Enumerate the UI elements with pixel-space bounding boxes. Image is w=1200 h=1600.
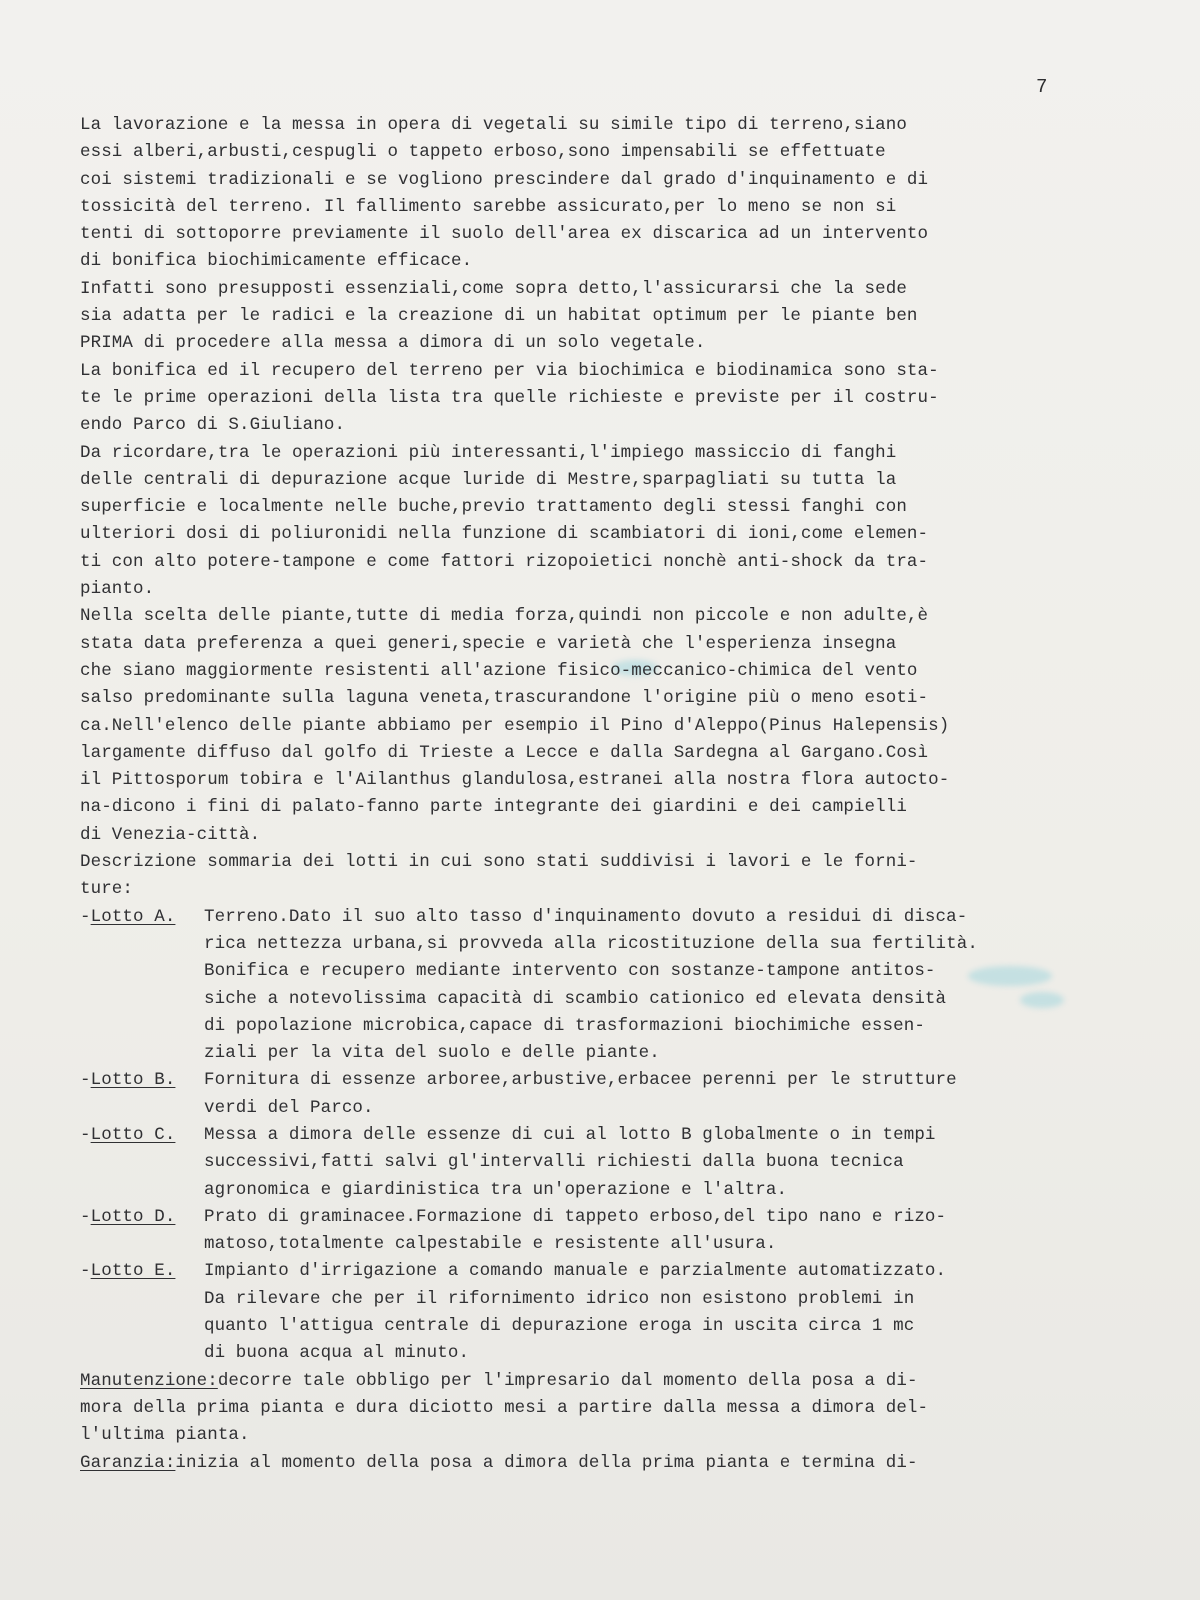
lot-text: Terreno.Dato il suo alto tasso d'inquinamento dovuto a residui di disca-: [204, 906, 968, 927]
lot-line: [80, 1149, 1170, 1176]
closing-section: [80, 1450, 1170, 1477]
lot-line: [80, 1204, 1170, 1231]
paragraph: [80, 358, 1170, 440]
text-line: Descrizione sommaria dei lotti in cui sono stati suddivisi i lavori e le forni-: [80, 852, 918, 873]
lot-line: [80, 1177, 1170, 1204]
text-line: ture:: [80, 879, 134, 900]
text-line: delle centrali di depurazione acque luride di Mestre,sparpagliati su tutta la: [80, 469, 897, 490]
lot-label: -Lotto D.: [80, 1206, 176, 1227]
lot-label-text: Lotto C.: [90, 1124, 176, 1145]
lot-line: [80, 986, 1170, 1013]
text-line: superficie e localmente nelle buche,previo trattamento degli stessi fanghi con: [80, 497, 907, 518]
lot-line: [80, 1122, 1170, 1149]
lot-item: [80, 1204, 1170, 1259]
lot-text: ziali per la vita del suolo e delle piante.: [204, 1043, 660, 1064]
text-line: Infatti sono presupposti essenziali,come sopra detto,l'assicurarsi che la sede: [80, 278, 907, 299]
section-text: mora della prima pianta e dura diciotto mesi a partire dalla messa a dimora del-: [80, 1397, 929, 1418]
lot-line: [80, 1095, 1170, 1122]
lot-item: [80, 1067, 1170, 1122]
paragraph: [80, 603, 1170, 849]
lot-label: -Lotto B.: [80, 1070, 176, 1091]
lot-line: [80, 1067, 1170, 1094]
section-label: Garanzia:: [80, 1452, 176, 1473]
lot-text: rica nettezza urbana,si provveda alla ricostituzione della sua fertilità.: [204, 933, 978, 954]
text-line: ca.Nell'elenco delle piante abbiamo per esempio il Pino d'Aleppo(Pinus Halepensis): [80, 715, 950, 736]
lot-line: [80, 1286, 1170, 1313]
text-line: salso predominante sulla laguna veneta,trascurandone l'origine più o meno esoti-: [80, 688, 929, 709]
lot-text: agronomica e giardinistica tra un'operazione e l'altra.: [204, 1179, 788, 1200]
text-line: La bonifica ed il recupero del terreno per via biochimica e biodinamica sono sta-: [80, 360, 939, 381]
paragraph: [80, 112, 1170, 276]
document-body: [80, 112, 1170, 1477]
lot-label-text: Lotto D.: [90, 1206, 176, 1227]
section-text: l'ultima pianta.: [80, 1425, 250, 1446]
text-line: di Venezia-città.: [80, 824, 261, 845]
text-line: essi alberi,arbusti,cespugli o tappeto erboso,sono impensabili se effettuate: [80, 142, 886, 163]
section-text: inizia al momento della posa a dimora della prima pianta e termina di-: [175, 1452, 918, 1473]
lot-item: [80, 904, 1170, 1068]
lot-text: siche a notevolissima capacità di scambio cationico ed elevata densità: [204, 988, 947, 1009]
lot-label: -Lotto E.: [80, 1261, 176, 1282]
text-line: ulteriori dosi di poliuronidi nella funzione di scambiatori di ioni,come elemen-: [80, 524, 929, 545]
paragraph: [80, 276, 1170, 358]
text-line: Nella scelta delle piante,tutte di media forza,quindi non piccole e non adulte,è: [80, 606, 929, 627]
text-line: che siano maggiormente resistenti all'azione fisico-meccanico-chimica del vento: [80, 660, 918, 681]
section-label: Manutenzione:: [80, 1370, 218, 1391]
text-line: stata data preferenza a quei generi,specie e varietà che l'esperienza insegna: [80, 633, 897, 654]
lot-text: di popolazione microbica,capace di trasformazioni biochimiche essen-: [204, 1015, 925, 1036]
lot-text: successivi,fatti salvi gl'intervalli richiesti dalla buona tecnica: [204, 1152, 904, 1173]
lot-line: [80, 1040, 1170, 1067]
lot-line: [80, 904, 1170, 931]
text-line: largamente diffuso dal golfo di Trieste a Lecce e dalla Sardegna al Gargano.Così: [80, 742, 929, 763]
text-line: endo Parco di S.Giuliano.: [80, 415, 346, 436]
text-line: tenti di sottoporre previamente il suolo dell'area ex discarica ad un intervento: [80, 224, 929, 245]
lot-line: [80, 931, 1170, 958]
text-line: [80, 1450, 1170, 1477]
lot-line: [80, 1258, 1170, 1285]
lot-text: matoso,totalmente calpestabile e resistente all'usura.: [204, 1234, 777, 1255]
lot-label: -Lotto C.: [80, 1124, 176, 1145]
lot-text: Bonifica e recupero mediante intervento con sostanze-tampone antitos-: [204, 961, 936, 982]
lot-line: [80, 958, 1170, 985]
lot-label-text: Lotto E.: [90, 1261, 176, 1282]
lot-item: [80, 1122, 1170, 1204]
text-line: La lavorazione e la messa in opera di vegetali su simile tipo di terreno,siano: [80, 115, 907, 135]
text-line: ti con alto potere-tampone e come fattori rizopoietici nonchè anti-shock da tra-: [80, 551, 929, 572]
lot-text: Prato di graminacee.Formazione di tappeto erboso,del tipo nano e rizo-: [204, 1206, 947, 1227]
text-line: [80, 1395, 1170, 1422]
lot-label-text: Lotto B.: [90, 1070, 176, 1091]
text-line: Da ricordare,tra le operazioni più interessanti,l'impiego massiccio di fanghi: [80, 442, 897, 463]
text-line: [80, 1368, 1170, 1395]
lot-line: [80, 1340, 1170, 1367]
lot-text: verdi del Parco.: [204, 1097, 374, 1118]
lot-text: di buona acqua al minuto.: [204, 1343, 470, 1364]
text-line: na-dicono i fini di palato-fanno parte integrante dei giardini e dei campielli: [80, 797, 907, 818]
lot-text: quanto l'attigua centrale di depurazione eroga in uscita circa 1 mc: [204, 1316, 915, 1337]
text-line: PRIMA di procedere alla messa a dimora di un solo vegetale.: [80, 333, 706, 354]
lot-text: Fornitura di essenze arboree,arbustive,erbacee perenni per le strutture: [204, 1070, 957, 1091]
lot-line: [80, 1231, 1170, 1258]
lot-line: [80, 1313, 1170, 1340]
lot-text: Da rilevare che per il rifornimento idrico non esistono problemi in: [204, 1288, 915, 1309]
text-line: di bonifica biochimicamente efficace.: [80, 251, 473, 272]
closing-section: [80, 1368, 1170, 1450]
section-text: decorre tale obbligo per l'impresario dal momento della posa a di-: [217, 1370, 918, 1391]
lot-line: [80, 1013, 1170, 1040]
text-line: pianto.: [80, 579, 155, 600]
text-line: [80, 1422, 1170, 1449]
text-line: tossicità del terreno. Il fallimento sarebbe assicurato,per lo meno se non si: [80, 196, 897, 217]
text-line: coi sistemi tradizionali e se vogliono prescindere dal grado d'inquinamento e di: [80, 169, 929, 190]
text-line: sia adatta per le radici e la creazione di un habitat optimum per le piante ben: [80, 306, 918, 327]
lot-label: -Lotto A.: [80, 906, 176, 927]
lot-label-text: Lotto A.: [90, 906, 176, 927]
lot-text: Impianto d'irrigazione a comando manuale e parzialmente automatizzato.: [204, 1261, 947, 1282]
lot-text: Messa a dimora delle essenze di cui al lotto B globalmente o in tempi: [204, 1124, 936, 1145]
lot-item: [80, 1258, 1170, 1367]
text-line: il Pittosporum tobira e l'Ailanthus glandulosa,estranei alla nostra flora autocto-: [80, 770, 950, 791]
page-number: 7: [1036, 76, 1048, 98]
text-line: te le prime operazioni della lista tra quelle richieste e previste per il costru-: [80, 387, 939, 408]
paragraph: [80, 440, 1170, 604]
paragraph: [80, 849, 1170, 904]
